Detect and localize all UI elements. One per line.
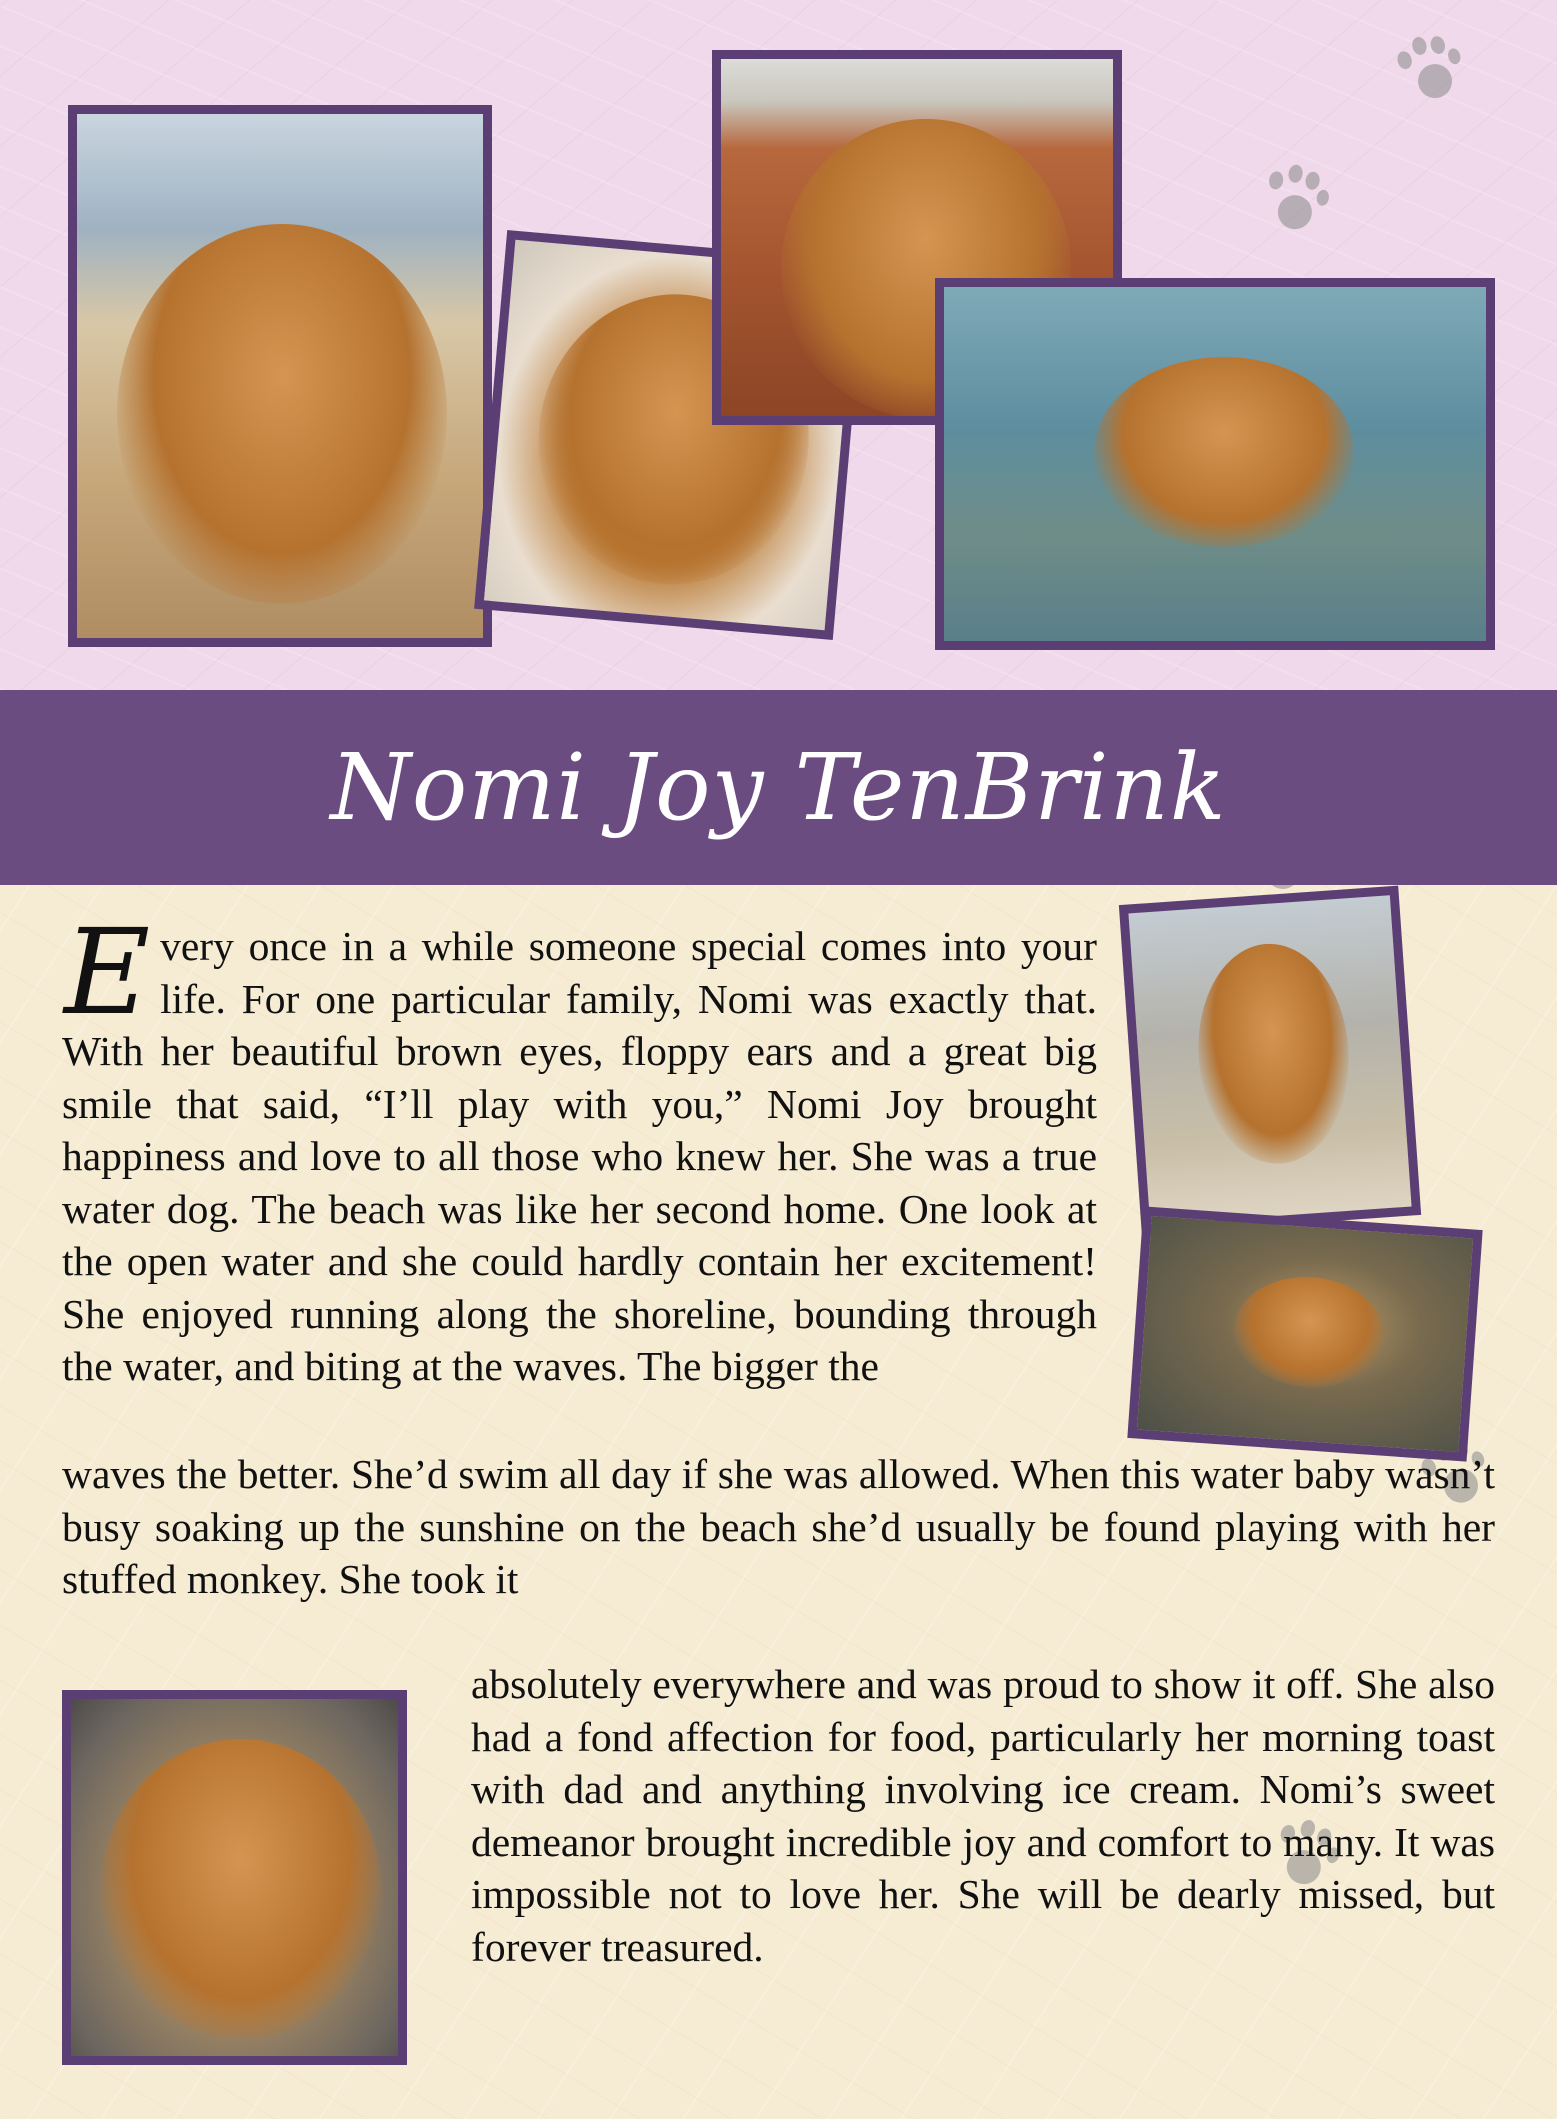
paw-print-icon [1254, 159, 1335, 240]
photo-dog-in-water [935, 278, 1495, 650]
photo-puppy-on-sand [1119, 886, 1421, 1235]
story-paragraph-2: waves the better. She’d swim all day if she was allowed. When this water baby wasn’t busy soaking up the sunshine on the beach she’d usually be found playing with her stuffed monkey. She took it [62, 1451, 1495, 1602]
photo-senior-dog [62, 1690, 407, 2065]
photo-puppy-swimming [1127, 1206, 1482, 1461]
story-text-1: very once in a while someone special comes into your life. For one particular family, Nomi was exactly that. With her beautiful brown eyes, floppy ears and a great big smile that said, “I’ll play with you,” Nomi Joy brought happiness and love to all those who knew her. She was a true water dog. The beach was like her second home. One look at the open water and she could hardly contain her excitement! She enjoyed running along the shoreline, bounding through the water, and biting at the waves. The bigger the [62, 923, 1097, 1389]
story-paragraph-1 [62, 903, 1097, 1393]
photo-dog-on-beach [68, 105, 492, 647]
page-title: Nomi Joy TenBrink [330, 734, 1227, 841]
drop-cap: E [64, 903, 151, 1041]
story-paragraph-3: absolutely everywhere and was proud to show it off. She also had a fond affection for food, particularly her morning toast with dad and anything involving ice cream. Nomi’s sweet demeanor brought incredible joy and comfort to many. It was impossible not to love her. She will be dearly missed, but forever treasured. [471, 1661, 1495, 1970]
title-banner [0, 690, 1557, 885]
